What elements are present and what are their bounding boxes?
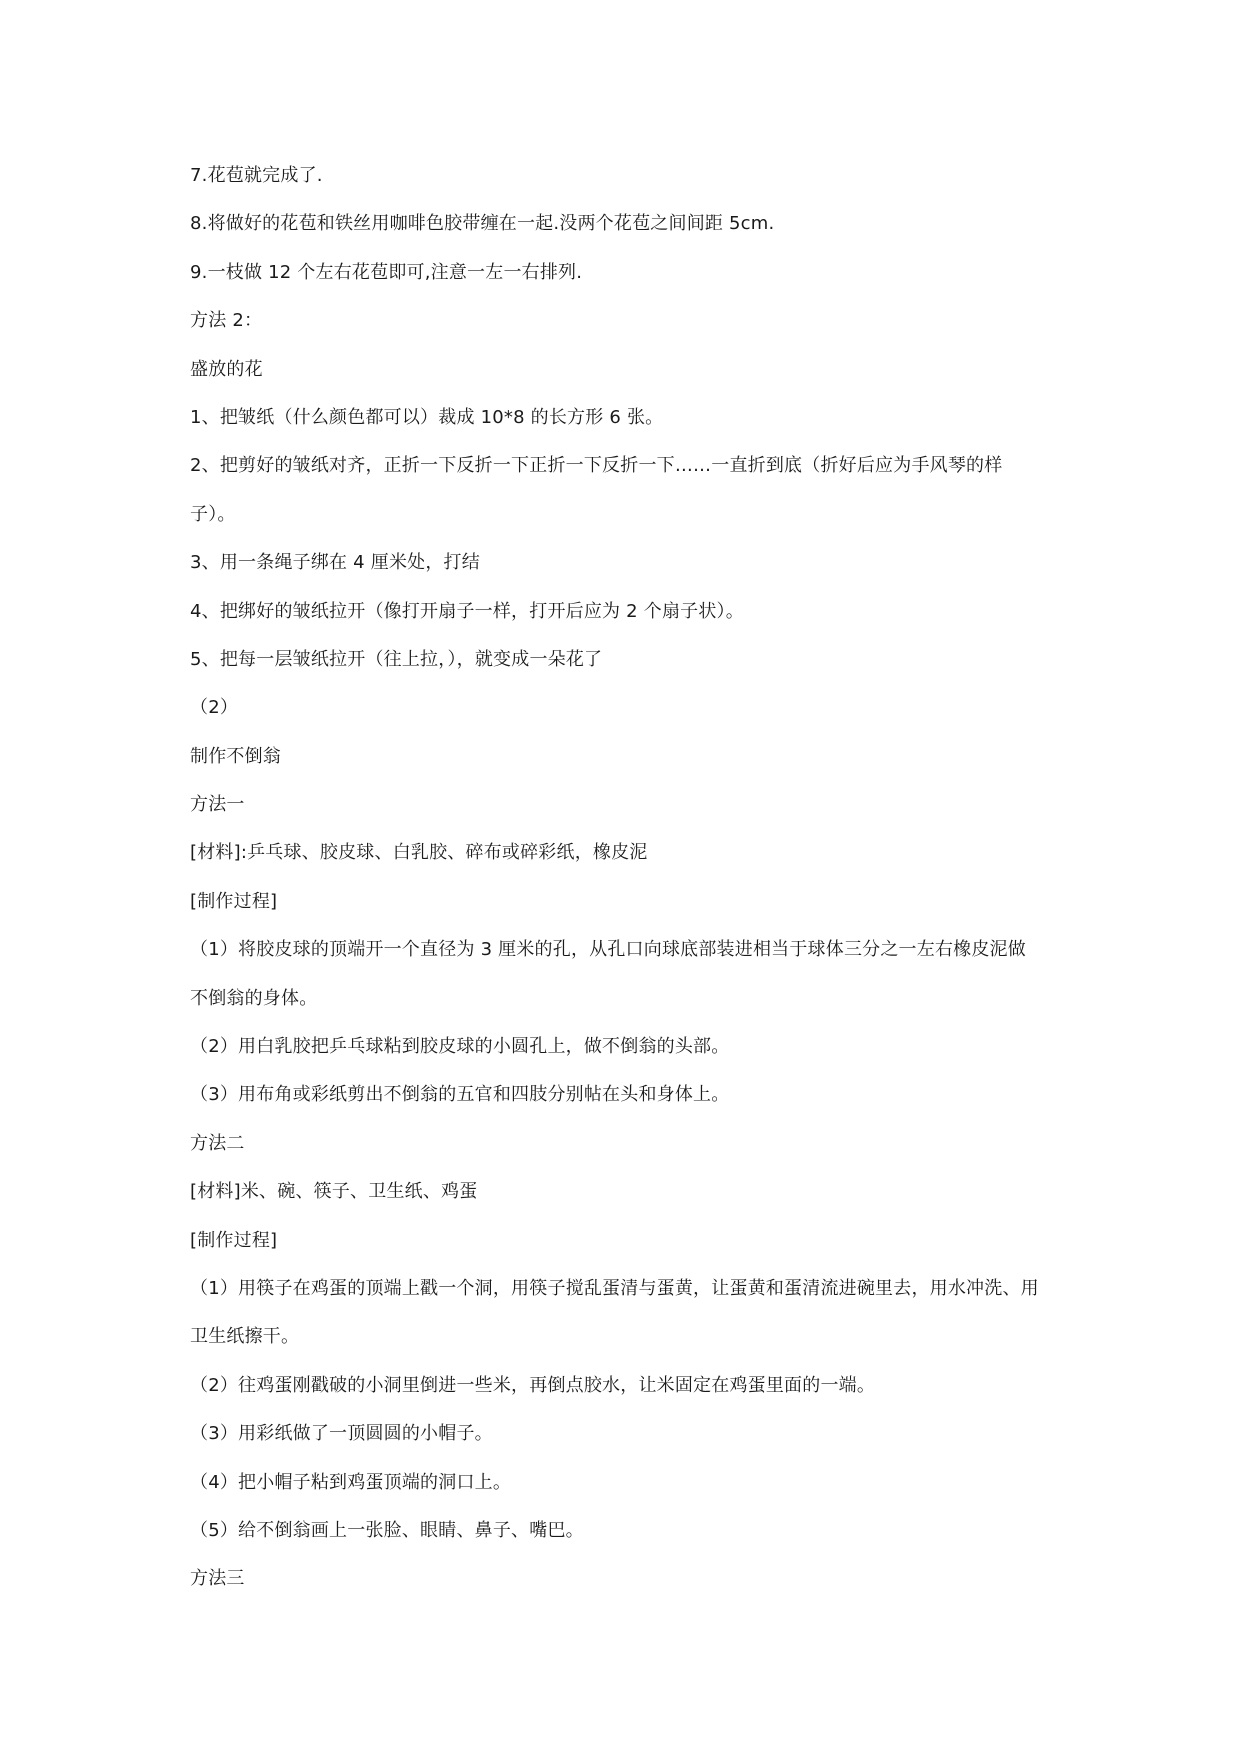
step-line: 3、用一条绳子绑在 4 厘米处，打结: [190, 552, 480, 574]
process-heading: [制作过程]: [190, 890, 278, 912]
step-line: 2、把剪好的皱纸对齐，正折一下反折一下正折一下反折一下……一直折到底（折好后应为手风琴的样: [190, 455, 1003, 477]
materials-line: [材料]米、碗、筷子、卫生纸、鸡蛋: [190, 1181, 478, 1203]
step-line: （5）给不倒翁画上一张脸、眼睛、鼻子、嘴巴。: [190, 1519, 584, 1541]
method-heading: 方法二: [190, 1132, 245, 1154]
method-heading: 方法一: [190, 794, 245, 816]
step-line: （3）用布角或彩纸剪出不倒翁的五官和四肢分别帖在头和身体上。: [190, 1084, 730, 1106]
document-body: [190, 163, 1070, 1615]
step-line: 4、把绑好的皱纸拉开（像打开扇子一样，打开后应为 2 个扇子状）。: [190, 600, 744, 622]
step-line: （2）用白乳胶把乒乓球粘到胶皮球的小圆孔上，做不倒翁的头部。: [190, 1036, 730, 1058]
step-line-continued: 子）。: [190, 503, 236, 525]
subsection-heading: 盛放的花: [190, 358, 263, 380]
step-line: （3）用彩纸做了一顶圆圆的小帽子。: [190, 1423, 493, 1445]
text-line: 8.将做好的花苞和铁丝用咖啡色胶带缠在一起.没两个花苞之间间距 5cm.: [190, 213, 775, 235]
process-heading: [制作过程]: [190, 1229, 278, 1251]
step-line: （4）把小帽子粘到鸡蛋顶端的洞口上。: [190, 1471, 512, 1493]
materials-line: [材料]:乒乓球、胶皮球、白乳胶、碎布或碎彩纸，橡皮泥: [190, 842, 648, 864]
step-line: 5、把每一层皱纸拉开（往上拉，），就变成一朵花了: [190, 648, 603, 670]
step-line-continued: 卫生纸擦干。: [190, 1326, 300, 1348]
section-number: （2）: [190, 697, 239, 719]
section-heading: 制作不倒翁: [190, 745, 281, 767]
text-line: 9.一枝做 12 个左右花苞即可,注意一左一右排列.: [190, 261, 583, 283]
step-line: （1）将胶皮球的顶端开一个直径为 3 厘米的孔，从孔口向球底部装进相当于球体三分之一左右橡皮泥做: [190, 939, 1026, 961]
section-heading: 方法 2：: [190, 310, 263, 332]
text-line: 7.花苞就完成了.: [190, 165, 323, 186]
step-line-continued: 不倒翁的身体。: [190, 987, 318, 1009]
step-line: 1、把皱纸（什么颜色都可以）裁成 10*8 的长方形 6 张。: [190, 406, 664, 428]
method-heading: 方法三: [190, 1568, 245, 1590]
step-line: （2）往鸡蛋刚戳破的小洞里倒进一些米，再倒点胶水，让米固定在鸡蛋里面的一端。: [190, 1374, 876, 1396]
step-line: （1）用筷子在鸡蛋的顶端上戳一个洞，用筷子搅乱蛋清与蛋黄，让蛋黄和蛋清流进碗里去，用水冲洗、用: [190, 1277, 1039, 1299]
